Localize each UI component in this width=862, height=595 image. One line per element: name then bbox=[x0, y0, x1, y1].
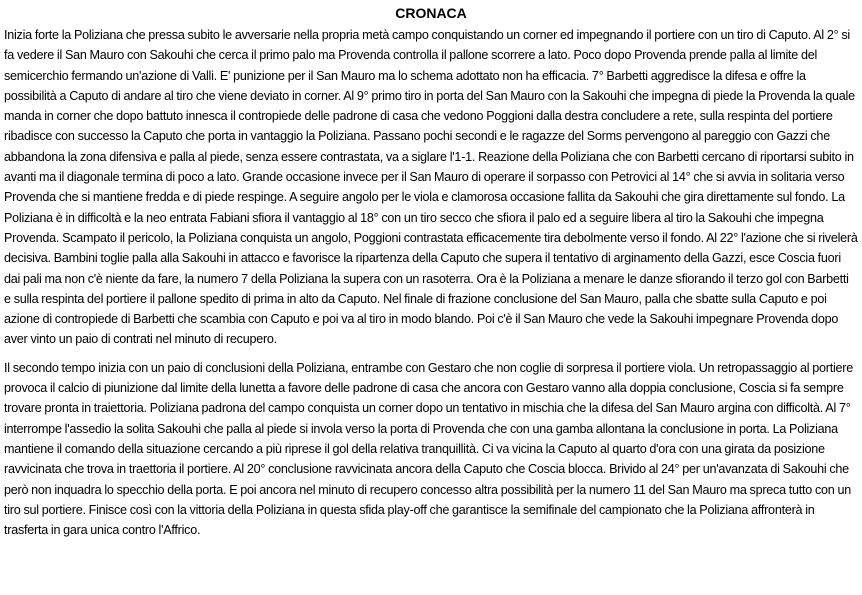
article-title: CRONACA bbox=[395, 5, 467, 21]
article-paragraph-second-half: Il secondo tempo inizia con un paio di conclusioni della Poliziana, entrambe con Gestaro che non coglie di sorpresa il portiere viola. Un retropassaggio al portiere provoca il calcio di piunizione dal limite della lunetta a favore delle padrone di casa che ancora con Gestaro vanno alla doppia conclusione, Coscia si fa sempre trovare pronta in traiettoria. Poliziana padrona del campo conquista un corner dopo un tentativo in mischia che la difesa del San Mauro argina con difficoltà. Al 7° interrompe l'assedio la solita Sakouhi che palla al piede si invola verso la porta di Provenda che con una gamba allontana la conclusione in porta. La Poliziana mantiene il comando della situazione cercando a più riprese il gol della relativa tranquillità. Ci va vicina la Caputo al quarto d'ora con una girata da posizione ravvicinata che trova in traettoria il portiere. Al 20° conclusione ravvicinata ancora della Caputo che Coscia blocca. Brivido al 24° per un'avanzata di Sakouhi che però non inquadra lo specchio della porta. E poi ancora nel minuto di recupero concesso altra possibilità per la numero 11 del San Mauro ma spreca tutto con un tiro sul portiere. Finisce così con la vittoria della Poliziana in questa sfida play-off che garantisce la semifinale del campionato che la Poliziana affronterà in trasferta in gara unica contro l'Affrico. bbox=[4, 360, 853, 538]
article-paragraph-first-half: Inizia forte la Poliziana che pressa subito le avversarie nella propria metà campo conquistando un corner ed impegnando il portiere con un tiro di Caputo. Al 2° si fa vedere il San Mauro con Sakouhi che cerca il primo palo ma Provenda controlla il pallone scorrere a lato. Poco dopo Provenda prende palla al limite del semicerchio fermando un'azione di Valli. E' punizione per il San Mauro ma lo schema adottato non ha efficacia. 7° Barbetti aggredisce la difesa e offre la possibilità a Caputo di andare al tiro che viene deviato in corner. Al 9° primo tiro in porta del San Mauro con la Sakouhi che impegna di piede la Provenda la quale manda in corner che dopo battuto innesca il contropiede delle padrone di casa che vedono Poggioni dalla destra concludere a rete, sulla respinta del portiere ribadisce con successo la Caputo che porta in vantaggio la Poliziana. Passano pochi secondi e le ragazze del Sorms pervengono al pareggio con Gazzi che abbandona la zona difensiva e palla al piede, senza essere contrastata, va a siglare l'1-1. Reazione della Poliziana che con Barbetti cercano di riportarsi subito in avanti ma il diagonale termina di poco a lato. Grande occasione invece per il San Mauro di operare il sorpasso con Petrovici al 14° che si avvia in solitaria verso Provenda che si mantiene fredda e di piede respinge. A seguire angolo per le viola e clamorosa occasione fallita da Sakouhi che gira direttamente sul fondo. La Poliziana è in difficoltà e la neo entrata Fabiani sfiora il vantaggio al 18° con un tiro secco che sfiora il palo ed a seguire libera al tiro la Sakouhi che impegna Provenda. Scampato il pericolo, la Poliziana conquista un angolo, Poggioni contrastata efficacemente tira debolmente verso il fondo. Al 22° l'azione che si rivelerà decisiva. Bambini toglie palla alla Sakouhi in attacco e favorisce la ripartenza della Caputo che supera il tentativo di arginamento della Gazzi, esce Coscia fuori dai pali ma non c'è niente da fare, la numero 7 della Poliziana la supera con un rasoterra. Ora è la Poliziana a menare le danze sfiorando il terzo gol con Barbetti e sulla respinta del portiere il pallone spedito di prima in alto da Caputo. Nel finale di frazione conclusione del San Mauro, palla che sbatte sulla Caputo e poi azione di contropiede di Barbetti che scambia con Caputo e poi va al tiro in modo blando. Poi c'è il San Mauro che vede la Sakouhi impegnare Provenda dopo aver vinto un paio di contrati nel minuto di recupero. bbox=[4, 28, 858, 347]
